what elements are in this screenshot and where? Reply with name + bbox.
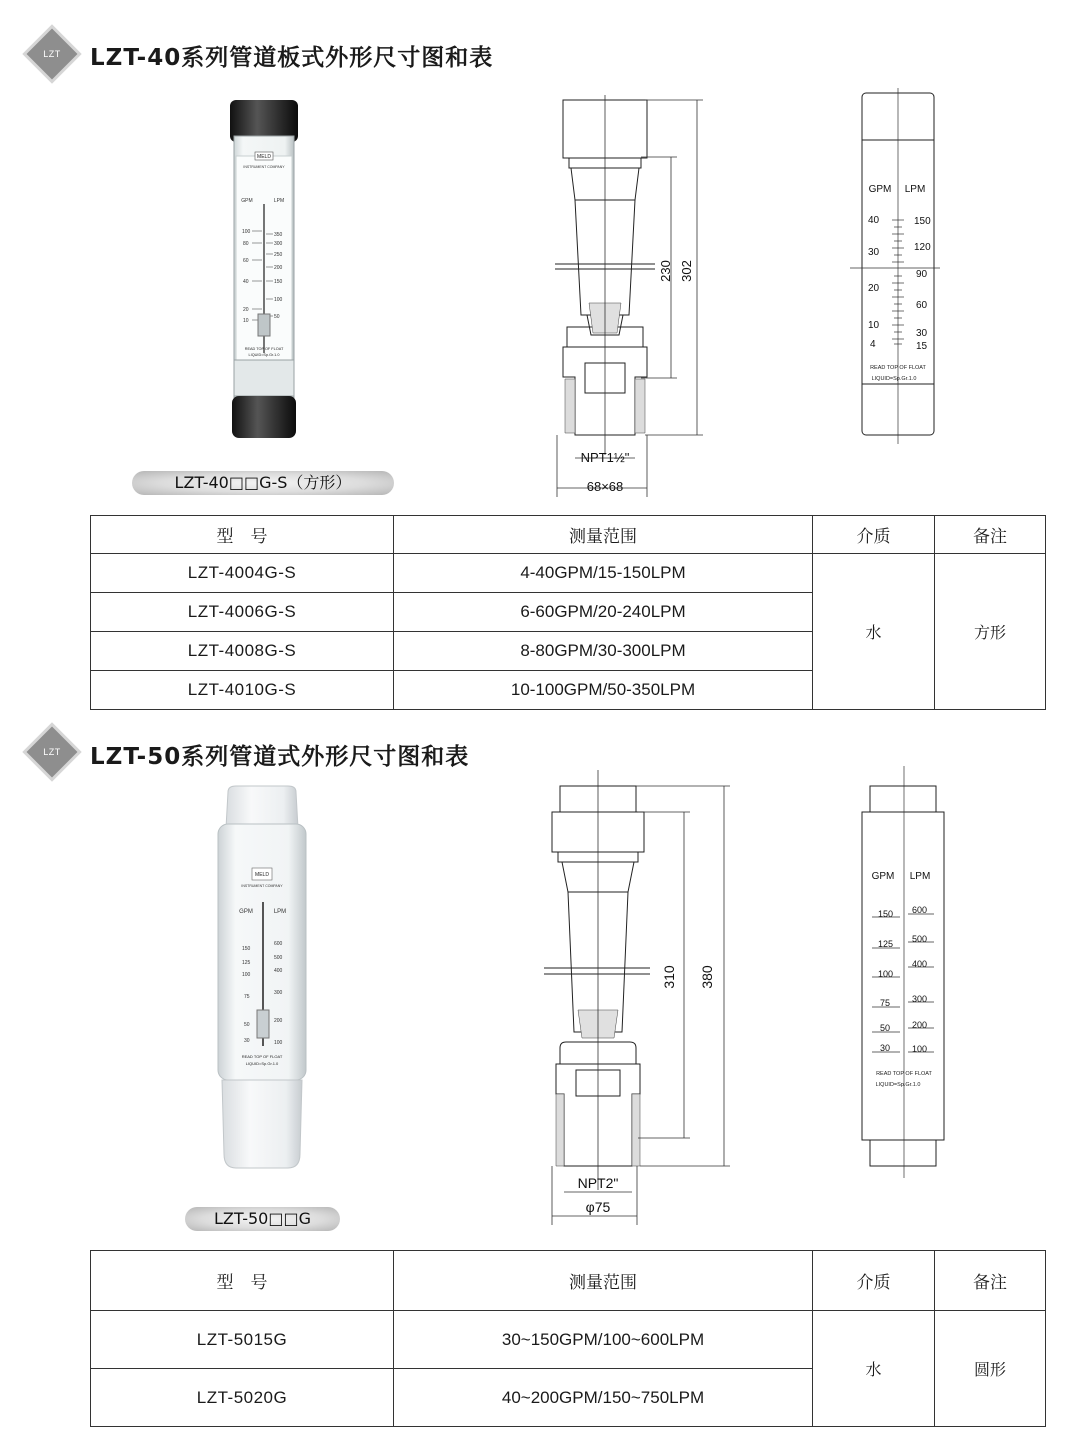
cell-remark: 圆形: [935, 1311, 1046, 1427]
header-remark: 备注: [935, 516, 1046, 554]
photo-right-tick: 200: [274, 1018, 283, 1024]
product-caption-pill: LZT-40□□G-S（方形）: [132, 471, 394, 495]
panel-right-tick: 150: [914, 216, 931, 227]
photo-left-tick: 150: [242, 946, 251, 952]
drawing-dim-inner: 230: [658, 260, 673, 282]
scale-panel-lzt50: [852, 762, 952, 1182]
photo-left-tick: 100: [242, 972, 251, 978]
product-photo-lzt50: [212, 784, 312, 1170]
photo-right-tick: 50: [274, 314, 280, 320]
header-remark: 备注: [935, 1251, 1046, 1311]
product-photo-lzt40: [226, 98, 302, 440]
drawing-dim-outer: 302: [679, 260, 694, 282]
panel-note-2: LIQUID=Sp.Gr.1.0: [875, 1082, 921, 1088]
cell-remark: 方形: [935, 554, 1046, 710]
section-badge-label: LZT: [43, 747, 61, 757]
table-header-row: [91, 516, 1046, 554]
panel-right-tick: 300: [912, 994, 928, 1004]
panel-right-tick: 60: [916, 300, 928, 311]
photo-right-tick: 250: [274, 252, 283, 258]
panel-right-unit: LPM: [904, 184, 926, 195]
dimension-drawing-lzt50: [540, 770, 740, 1230]
photo-left-tick: 125: [242, 960, 251, 966]
panel-right-tick: 500: [912, 934, 928, 944]
header-medium: 介质: [813, 1251, 935, 1311]
photo-right-tick: 300: [274, 241, 283, 247]
section-title: LZT-40系列管道板式外形尺寸图和表: [90, 45, 494, 71]
photo-right-unit: LPM: [273, 909, 287, 915]
cell-model: LZT-5015G: [91, 1311, 394, 1369]
photo-note-2: LIQUID=Sp.Gr.1.0: [245, 1061, 279, 1066]
photo-brand: MELD: [257, 154, 271, 160]
panel-left-tick: 30: [880, 1043, 891, 1053]
photo-left-tick: 10: [243, 318, 249, 324]
cell-range: 8-80GPM/30-300LPM: [394, 632, 813, 671]
photo-note-1: READ TOP OF FLOAT: [241, 1054, 283, 1059]
panel-left-tick: 125: [878, 939, 894, 949]
cell-range: 6-60GPM/20-240LPM: [394, 593, 813, 632]
top-cap: [226, 786, 298, 828]
header-model: 型 号: [91, 516, 394, 554]
section-title: LZT-50系列管道式外形尺寸图和表: [90, 744, 470, 770]
product-caption-pill: LZT-50□□G: [185, 1207, 340, 1231]
photo-company: INSTRUMENT COMPANY: [241, 884, 283, 888]
cell-model: LZT-5020G: [91, 1369, 394, 1427]
table-row: [91, 1311, 1046, 1369]
table-header-row: [91, 1251, 1046, 1311]
photo-right-tick: 200: [274, 265, 283, 271]
panel-right-tick: 120: [914, 242, 931, 253]
photo-left-tick: 100: [242, 229, 251, 235]
cell-model: LZT-4008G-S: [91, 632, 394, 671]
header-model: 型 号: [91, 1251, 394, 1311]
header-range: 测量范围: [394, 516, 813, 554]
photo-right-tick: 150: [274, 279, 283, 285]
drawing-thread-label: NPT1½": [580, 450, 630, 465]
panel-right-tick: 90: [916, 269, 928, 280]
panel-right-tick: 100: [912, 1044, 928, 1054]
spec-table-lzt40: [90, 515, 1046, 710]
photo-right-tick: 100: [274, 1040, 283, 1046]
dimension-drawing-lzt40: [545, 95, 715, 500]
cell-range: 40~200GPM/150~750LPM: [394, 1369, 813, 1427]
photo-company: INSTRUMENT COMPANY: [243, 165, 285, 169]
panel-left-tick: 100: [878, 969, 894, 979]
panel-left-tick: 50: [880, 1023, 891, 1033]
panel-left-tick: 40: [868, 215, 880, 226]
photo-right-tick: 350: [274, 232, 283, 238]
photo-left-tick: 20: [243, 307, 249, 313]
drawing-dim-outer: 380: [699, 965, 715, 989]
photo-right-tick: 300: [274, 990, 283, 996]
panel-left-tick: 20: [868, 283, 880, 294]
cell-model: LZT-4006G-S: [91, 593, 394, 632]
cell-range: 30~150GPM/100~600LPM: [394, 1311, 813, 1369]
photo-left-tick: 50: [244, 1022, 250, 1028]
panel-left-tick: 75: [880, 998, 891, 1008]
cell-range: 4-40GPM/15-150LPM: [394, 554, 813, 593]
photo-note-2: LIQUID=Sp.Gr.1.0: [248, 353, 280, 357]
photo-right-tick: 500: [274, 955, 283, 961]
panel-right-tick: 400: [912, 959, 928, 969]
bottom-cap: [222, 1080, 302, 1168]
photo-right-tick: 400: [274, 968, 283, 974]
section-badge-label: LZT: [43, 49, 61, 59]
drawing-size-label: φ75: [585, 1199, 611, 1215]
photo-left-unit: GPM: [239, 909, 253, 915]
photo-right-tick: 100: [274, 297, 283, 303]
panel-right-unit: LPM: [909, 871, 931, 882]
photo-left-unit: GPM: [241, 198, 253, 204]
photo-right-unit: LPM: [273, 198, 285, 204]
bottom-cap: [232, 396, 296, 438]
photo-left-tick: 30: [244, 1038, 250, 1044]
header-range: 测量范围: [394, 1251, 813, 1311]
table-row: [91, 554, 1046, 593]
panel-left-tick: 30: [868, 247, 880, 258]
cell-medium: 水: [813, 554, 935, 710]
panel-right-tick: 30: [916, 328, 928, 339]
cell-model: LZT-4010G-S: [91, 671, 394, 710]
panel-left-tick: 10: [868, 320, 880, 331]
cell-model: LZT-4004G-S: [91, 554, 394, 593]
panel-right-tick: 600: [912, 905, 928, 915]
panel-note-2: LIQUID=Sp.Gr.1.0: [871, 376, 917, 382]
photo-right-tick: 600: [274, 941, 283, 947]
drawing-thread-label: NPT2": [577, 1175, 619, 1191]
panel-left-tick: 4: [870, 339, 876, 350]
panel-note-1: READ TOP OF FLOAT: [876, 1071, 932, 1077]
drawing-size-label: 68×68: [586, 479, 624, 494]
panel-left-tick: 150: [878, 909, 894, 919]
panel-left-unit: GPM: [871, 871, 895, 882]
panel-note-1: READ TOP OF FLOAT: [870, 365, 926, 371]
scale-panel-lzt40: [848, 88, 948, 448]
spec-table-lzt50: [90, 1250, 1046, 1427]
panel-right-tick: 15: [916, 341, 928, 352]
photo-note-1: READ TOP OF FLOAT: [244, 347, 284, 351]
cell-medium: 水: [813, 1311, 935, 1427]
panel-right-tick: 200: [912, 1020, 928, 1030]
photo-left-tick: 40: [243, 279, 249, 285]
drawing-dim-inner: 310: [661, 965, 677, 989]
photo-left-tick: 75: [244, 994, 250, 1000]
header-medium: 介质: [813, 516, 935, 554]
photo-left-tick: 60: [243, 258, 249, 264]
photo-left-tick: 80: [243, 241, 249, 247]
panel-left-unit: GPM: [868, 184, 892, 195]
photo-brand: MELD: [255, 872, 269, 878]
cell-range: 10-100GPM/50-350LPM: [394, 671, 813, 710]
